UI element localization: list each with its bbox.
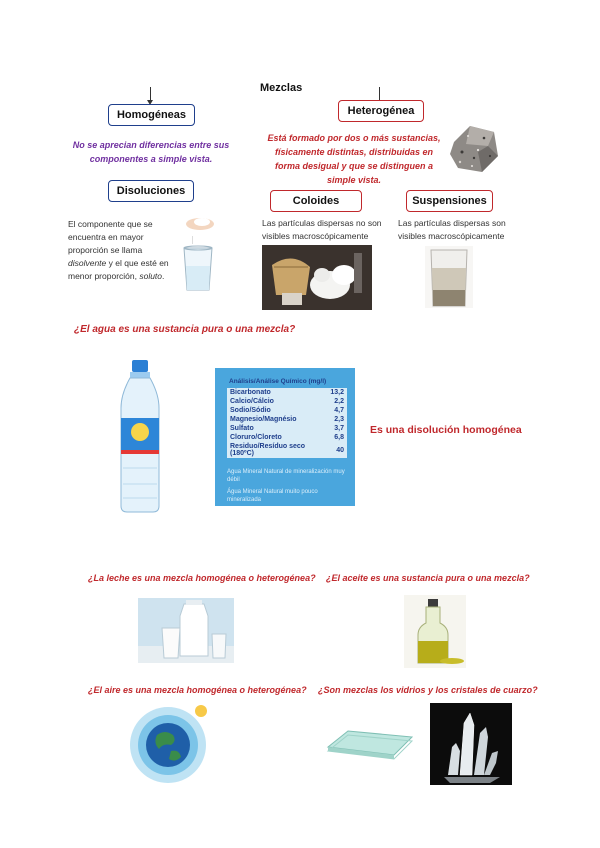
suspensiones-box <box>406 190 493 212</box>
row-value: 4,7 <box>334 407 344 414</box>
homogeneas-box <box>108 104 195 126</box>
salt-into-water-glass-image <box>172 214 218 294</box>
quartz-crystals-image <box>430 703 512 785</box>
disoluciones-text <box>68 218 180 283</box>
row-value: 2,3 <box>334 416 344 423</box>
disoluciones-term-disolvente: disolvente <box>68 258 107 268</box>
label-footer-1: Agua Mineral Natural de mineralización muy débil <box>227 469 345 483</box>
glass-sheets-image <box>324 725 416 761</box>
row-value: 40 <box>336 446 344 454</box>
label-analysis-table <box>227 388 347 458</box>
disoluciones-term-soluto: soluto <box>139 271 163 281</box>
earth-atmosphere-image <box>127 703 209 785</box>
label-table-header: Análisis/Análise Químico (mg/l) <box>229 378 327 385</box>
coloides-box <box>270 190 362 212</box>
coloides-text: Las partículas dispersas no son visibles macroscópicamente <box>262 218 382 241</box>
row-name: Cloruro/Cloreto <box>230 434 282 441</box>
row-name: Calcio/Cálcio <box>230 398 274 405</box>
row-value: 3,7 <box>334 425 344 432</box>
question-air: ¿El aire es una mezcla homogénea o heterogénea? <box>88 685 307 695</box>
arrow-to-heterogenea <box>379 87 380 101</box>
question-glass: ¿Son mezclas los vidrios y los cristales de cuarzo? <box>318 685 538 695</box>
water-bottle-image <box>117 358 163 514</box>
arrow-to-homogeneas <box>150 87 151 101</box>
row-name: Sulfato <box>230 425 254 432</box>
table-row <box>227 442 347 458</box>
homogeneas-note: No se aprecian diferencias entre sus componentes a simple vista. <box>72 140 230 164</box>
disoluciones-text-part-1: El componente que se encuentra en mayor proporción se llama <box>68 219 153 255</box>
row-name: Magnesio/Magnésio <box>230 416 297 423</box>
row-name: Residuo/Resíduo seco (180ºC) <box>230 443 306 457</box>
table-row <box>227 424 347 433</box>
disoluciones-box <box>108 180 194 202</box>
question-milk: ¿La leche es una mezcla homogénea o heterogénea? <box>88 573 316 583</box>
disoluciones-text-part-2: y el que esté en menor proporción, <box>68 258 169 281</box>
heterogenea-label: Heterogénea <box>347 105 415 117</box>
table-row <box>227 388 347 397</box>
shaving-foam-image <box>262 245 372 310</box>
suspensiones-label: Suspensiones <box>412 195 487 207</box>
heterogenea-box <box>338 100 424 122</box>
row-value: 2,2 <box>334 398 344 405</box>
coloides-label: Coloides <box>292 195 340 207</box>
page-title: Mezclas <box>260 82 303 94</box>
oil-image <box>404 595 466 668</box>
table-row <box>227 397 347 406</box>
label-footer-2: Água Mineral Natural muito pouco mineralizada <box>227 489 318 503</box>
granite-rock-image <box>448 122 500 174</box>
table-row <box>227 433 347 442</box>
homogeneas-label: Homogéneas <box>116 109 187 121</box>
suspensiones-text: Las partículas dispersas son visibles macroscópicamente <box>398 218 506 241</box>
disoluciones-label: Disoluciones <box>116 185 186 197</box>
row-name: Sodio/Sódio <box>230 407 271 414</box>
row-name: Bicarbonato <box>230 389 271 396</box>
row-value: 6,8 <box>334 434 344 441</box>
milk-image <box>138 598 234 663</box>
question-oil: ¿El aceite es una sustancia pura o una mezcla? <box>326 573 530 583</box>
muddy-water-beaker-image <box>425 246 473 308</box>
table-row <box>227 406 347 415</box>
answer-water: Es una disolución homogénea <box>370 424 522 436</box>
heterogenea-note: Está formado por dos o más sustancias, físicamente distintas, distribuidas en forma desigual y que se distinguen a simple vista. <box>267 133 441 185</box>
water-label-table-panel <box>215 368 355 506</box>
row-value: 13,2 <box>330 389 344 396</box>
disoluciones-text-part-3: . <box>162 271 165 281</box>
table-row <box>227 415 347 424</box>
question-water: ¿El agua es una sustancia pura o una mezcla? <box>74 324 296 335</box>
